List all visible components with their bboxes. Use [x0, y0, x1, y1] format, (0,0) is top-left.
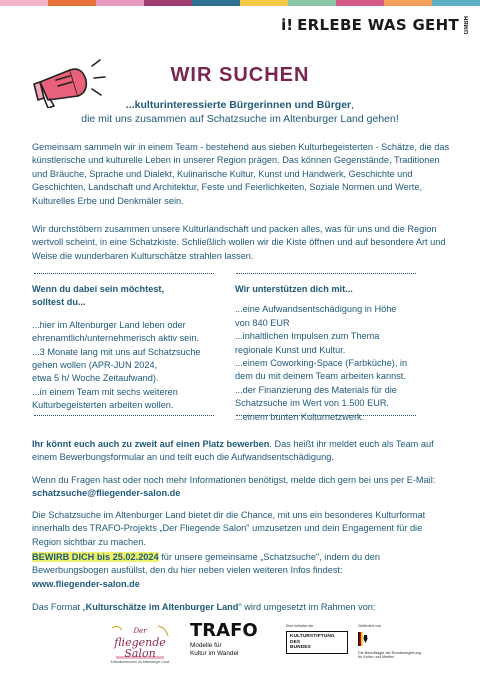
stripe-segment: [96, 0, 144, 6]
format-paragraph: Das Format „Kulturschätze im Altenburger Land" wird umgesetzt im Rahmen von:: [32, 602, 376, 612]
salon-title: Der fliegende Salon: [114, 627, 166, 660]
stripe-segment: [432, 0, 480, 6]
brand-logo: [281, 16, 470, 34]
stripe-segment: [240, 0, 288, 6]
subheadline-bold: ...kulturinteressierte Bürgerinnen und Bürger: [125, 99, 352, 111]
stripe-segment: [144, 0, 192, 6]
partner-logos: [0, 618, 480, 674]
trafo-logo: [190, 622, 270, 658]
bkm-logo: [358, 624, 438, 660]
list-item: ...in einem Team mit sechs weiteren Kulturbegeisterten arbeiten wollen.: [32, 386, 178, 411]
brand-name: ERLEBE WAS GEHT: [297, 16, 459, 35]
list-item: ...inhaltlichen Impulsen zum Thema regionale Kunst und Kultur.: [235, 331, 380, 355]
top-color-stripe: [0, 0, 480, 6]
ks-wordmark: KULTURSTIFTUNG DES BUNDES: [286, 631, 348, 654]
website-link[interactable]: www.fliegender-salon.de: [32, 578, 140, 589]
federal-eagle-icon: [358, 632, 368, 646]
brand-mark: i!: [281, 16, 294, 35]
list-item: ...hier im Altenburger Land leben oder ehrenamtlich/unternehmerisch aktiv sein.: [32, 319, 199, 344]
subheadline-line-1: [0, 99, 480, 111]
salon-subtitle: Kulturkommunen im Altenburger Land: [110, 660, 170, 664]
divider-dotted: [236, 273, 416, 274]
contact-email-link[interactable]: schatzsuche@fliegender-salon.de: [32, 488, 181, 499]
apply-paragraph: BEWIRB DICH bis 25.02.2024 für unsere gemeinsame „Schatzsuche", indem du den Bewerbungsbogen ausfüllst, den du hier neben vielen weiteren Infos findest: www.fliegender-salon.de: [32, 552, 380, 589]
requirements-heading: Wenn du dabei sein möchtest, solltest du...: [32, 284, 165, 308]
intro-paragraph-2: Wir durchstöbern zusammen unsere Kulturlandschaft und packen alles, was für uns und die Region wertvoll scheint, in eine Schatzkiste. Schließlich wollen wir die Kiste öffnen und auf besondere Art und Weise die wunderbaren Kulturschätze strahlen lassen.: [32, 224, 446, 261]
support-column: [235, 283, 435, 424]
bk-funded-text: Gefördert von: [358, 624, 382, 628]
stripe-segment: [288, 0, 336, 6]
ks-initiative-text: Eine Initiative der: [286, 624, 314, 628]
list-item: ...einem Coworking-Space (Farbküche), in dem du mit deinem Team arbeiten kannst.: [235, 358, 408, 382]
stripe-segment: [48, 0, 96, 6]
pair-application-bold: Ihr könnt euch auch zu zweit auf einen Platz bewerben: [32, 439, 270, 449]
trafo-wordmark: TRAFO: [190, 620, 258, 641]
brand-suffix: GMBH: [464, 16, 470, 35]
list-item: ...der Finanzierung des Materials für die Schatzsuche im Wert von 1.500 EUR.: [235, 384, 397, 409]
chance-paragraph: Die Schatzsuche im Altenburger Land bietet dir die Chance, mit uns ein besonderes Kulturformat innerhalb des TRAFO-Projekts „Der Fliegende Salon" umzusetzen und dein Engagement für die Region sichtbar zu machen.: [32, 510, 426, 547]
pair-application-paragraph: Ihr könnt euch auch zu zweit auf einen Platz bewerben. Das heißt ihr meldet euch als Team auf einem Bewerbungsformular an und teilt euch die Aufwandsentschädigung.: [32, 439, 434, 463]
divider-dotted: [34, 273, 214, 274]
list-item: ...eine Aufwandsentschädigung in Höhe von 840 EUR: [235, 304, 397, 328]
list-item: ...3 Monate lang mit uns auf Schatzsuche gehen wollen (APR-JUN 2024, etwa 5 h/ Woche Zeitaufwand).: [32, 346, 201, 384]
intro-paragraph: Gemeinsam sammeln wir in einem Team - bestehend aus sieben Kulturbegeisterten - Schätze, die das künstlerische und kulturelle Leben in unserer Region prägen. Das können Gegenstände, Traditionen und Bräuche, Sprache und Dialekt, Kulinarische Kultur, Kunst und Handwerk, Geschichte und Geschichten, Landschaft und Architektur, Feste und Feierlichkeiten, Soziale Normen und Werte, Kulturelles Erbe und Denkmäler sein.: [32, 142, 450, 206]
kulturstiftung-logo: [286, 624, 348, 654]
support-heading: Wir unterstützen dich mit...: [235, 284, 353, 294]
deadline-highlight: BEWIRB DICH bis 25.02.2024: [32, 552, 159, 562]
subheadline-comma: ,: [351, 99, 355, 111]
divider-dotted: [236, 415, 416, 416]
stripe-segment: [336, 0, 384, 6]
requirements-column: [32, 283, 222, 413]
stripe-segment: [384, 0, 432, 6]
trafo-tagline: Modelle für Kultur im Wandel: [190, 642, 239, 657]
page-headline: WIR SUCHEN: [170, 64, 310, 86]
subheadline-line-2: die mit uns zusammen auf Schatzsuche im Altenburger Land gehen!: [81, 113, 399, 125]
contact-paragraph: Wenn du Fragen hast oder noch mehr Informationen benötigst, melde dich gern bei uns per E-Mail: schatzsuche@fliegender-salon.de: [32, 475, 436, 499]
list-item: ...einem bunten Kulturnetzwerk.: [235, 411, 365, 422]
fliegender-salon-logo: [108, 622, 172, 668]
bk-ministry-text: Die Beauftragte der Bundesregierung für Kultur und Medien: [358, 650, 421, 659]
stripe-segment: [0, 0, 48, 6]
stripe-segment: [192, 0, 240, 6]
divider-dotted: [34, 415, 214, 416]
